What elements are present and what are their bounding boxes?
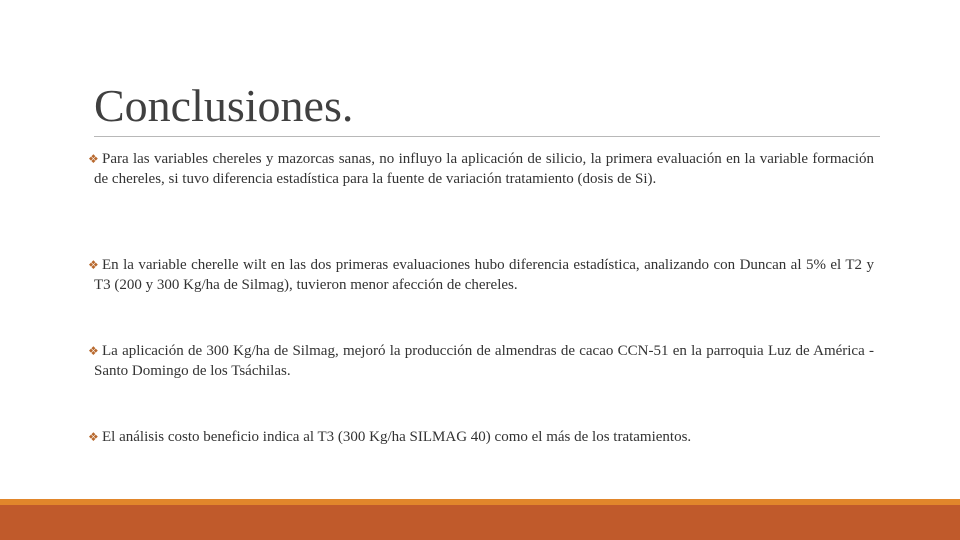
diamond-bullet-icon: ❖ [88, 258, 99, 272]
bullet-text: El análisis costo beneficio indica al T3 (300 Kg/ha SILMAG 40) como el más de los tratamientos. [102, 429, 692, 445]
bullet-item [88, 427, 691, 447]
bullet-item [88, 341, 874, 381]
bullet-text: Para las variables chereles y mazorcas sanas, no influyo la aplicación de silicio, la primera evaluación en la variable formación de chereles, si tuvo diferencia estadística para la fuente de variación tratamiento (dosis de Si). [94, 151, 874, 187]
bullet-text: La aplicación de 300 Kg/ha de Silmag, mejoró la producción de almendras de cacao CCN-51 en la parroquia Luz de América - Santo Domingo de los Tsáchilas. [94, 343, 874, 379]
bullet-item [88, 149, 874, 189]
diamond-bullet-icon: ❖ [88, 152, 99, 166]
bullet-text: En la variable cherelle wilt en las dos primeras evaluaciones hubo diferencia estadística, analizando con Duncan al 5% el T2 y T3 (200 y 300 Kg/ha de Silmag), tuvieron menor afección de chereles. [94, 257, 874, 293]
title-divider [94, 136, 880, 137]
footer-bar [0, 505, 960, 540]
diamond-bullet-icon: ❖ [88, 344, 99, 358]
diamond-bullet-icon: ❖ [88, 430, 99, 444]
slide-title: Conclusiones. [94, 80, 354, 131]
bullet-item [88, 255, 874, 295]
